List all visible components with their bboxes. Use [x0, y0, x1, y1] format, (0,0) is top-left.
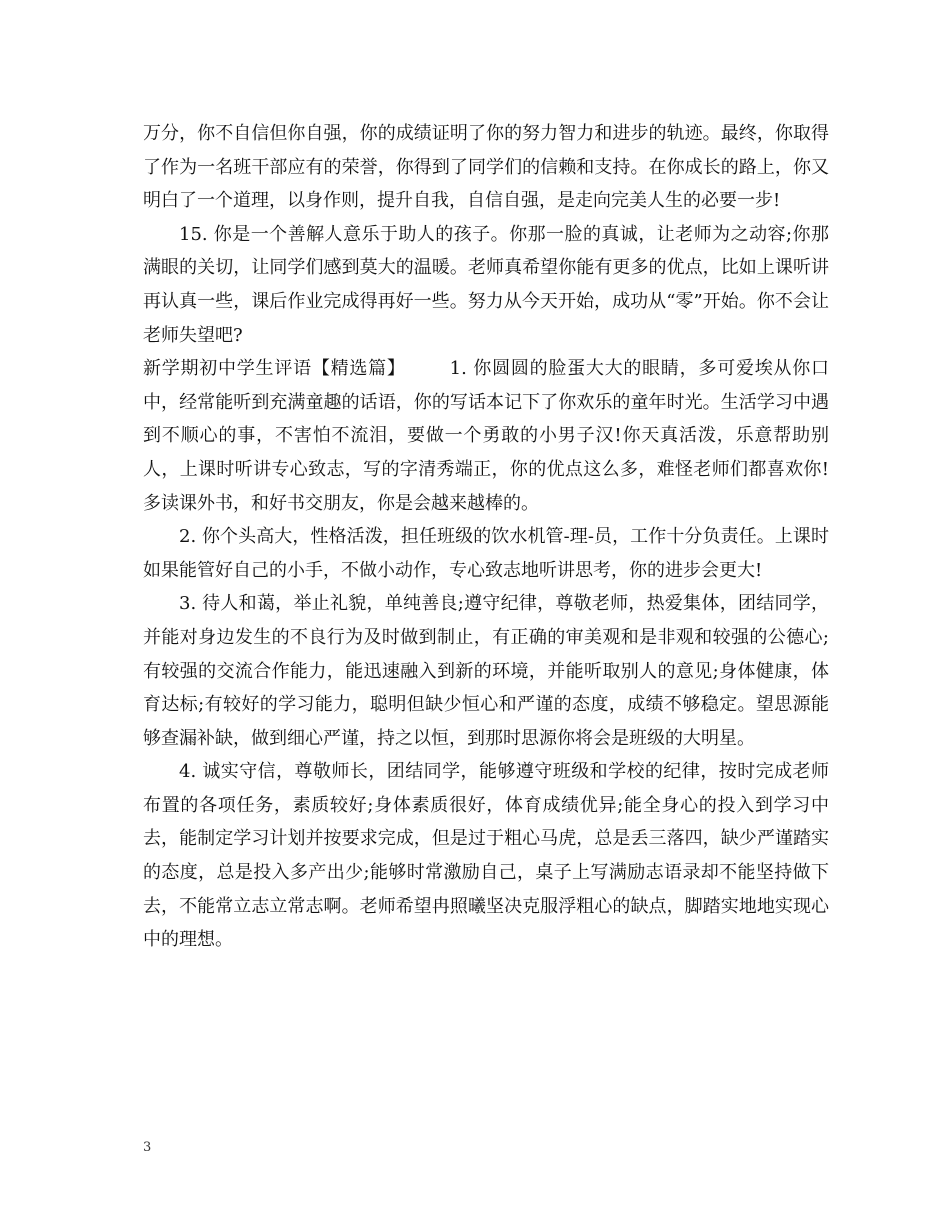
- item-1-text: 1. 你圆圆的脸蛋大大的眼睛，多可爱埃从你口中，经常能听到充满童趣的话语，你的写话本记下了你欢乐的童年时光。生活学习中遇到不顺心的事，不害怕不流泪，要做一个勇敢的小男子汉!你天真活泼，乐意帮助别人，上课时听讲专心致志，写的字清秀端正，你的优点这么多，难怪老师们都喜欢你!多读课外书，和好书交朋友，你是会越来越棒的。: [143, 358, 829, 514]
- document-body: [143, 117, 829, 957]
- page-number: 3: [143, 1140, 152, 1155]
- paragraph-item-3: 3. 待人和蔼，举止礼貌，单纯善良;遵守纪律，尊敬老师，热爱集体，团结同学，并能对身边发生的不良行为及时做到制止，有正确的审美观和是非观和较强的公德心;有较强的交流合作能力，能迅速融入到新的环境，并能听取别人的意见;身体健康，体育达标;有较好的学习能力，聪明但缺少恒心和严谨的态度，成绩不够稳定。望思源能够查漏补缺，做到细心严谨，持之以恒，到那时思源你将会是班级的大明星。: [143, 593, 829, 749]
- paragraph-item-2: 2. 你个头高大，性格活泼，担任班级的饮水机管-理-员，工作十分负责任。上课时如果能管好自己的小手，不做小动作，专心致志地听讲思考，你的进步会更大!: [143, 526, 829, 581]
- section-heading: 新学期初中学生评语【精选篇】: [143, 358, 406, 380]
- paragraph-item-4: 4. 诚实守信，尊敬师长，团结同学，能够遵守班级和学校的纪律，按时完成老师布置的各项任务，素质较好;身体素质很好，体育成绩优异;能全身心的投入到学习中去，能制定学习计划并按要求完成，但是过于粗心马虎，总是丢三落四，缺少严谨踏实的态度，总是投入多产出少;能够时常激励自己，桌子上写满励志语录却不能坚持做下去，不能常立志立常志啊。老师希望冉照曦坚决克服浮粗心的缺点，脚踏实地地实现心中的理想。: [143, 761, 829, 951]
- section-paragraph: [143, 352, 829, 520]
- paragraph-continuation: 万分，你不自信但你自强，你的成绩证明了你的努力智力和进步的轨迹。最终，你取得了作为一名班干部应有的荣誉，你得到了同学们的信赖和支持。在你成长的路上，你又明白了一个道理，以身作则，提升自我，自信自强，是走向完美人生的必要一步!: [143, 123, 829, 212]
- paragraph-item-15: 15. 你是一个善解人意乐于助人的孩子。你那一脸的真诚，让老师为之动容;你那满眼的关切，让同学们感到莫大的温暖。老师真希望你能有更多的优点，比如上课听讲再认真一些，课后作业完成得再好一些。努力从今天开始，成功从“零”开始。你不会让老师失望吧?: [143, 223, 829, 346]
